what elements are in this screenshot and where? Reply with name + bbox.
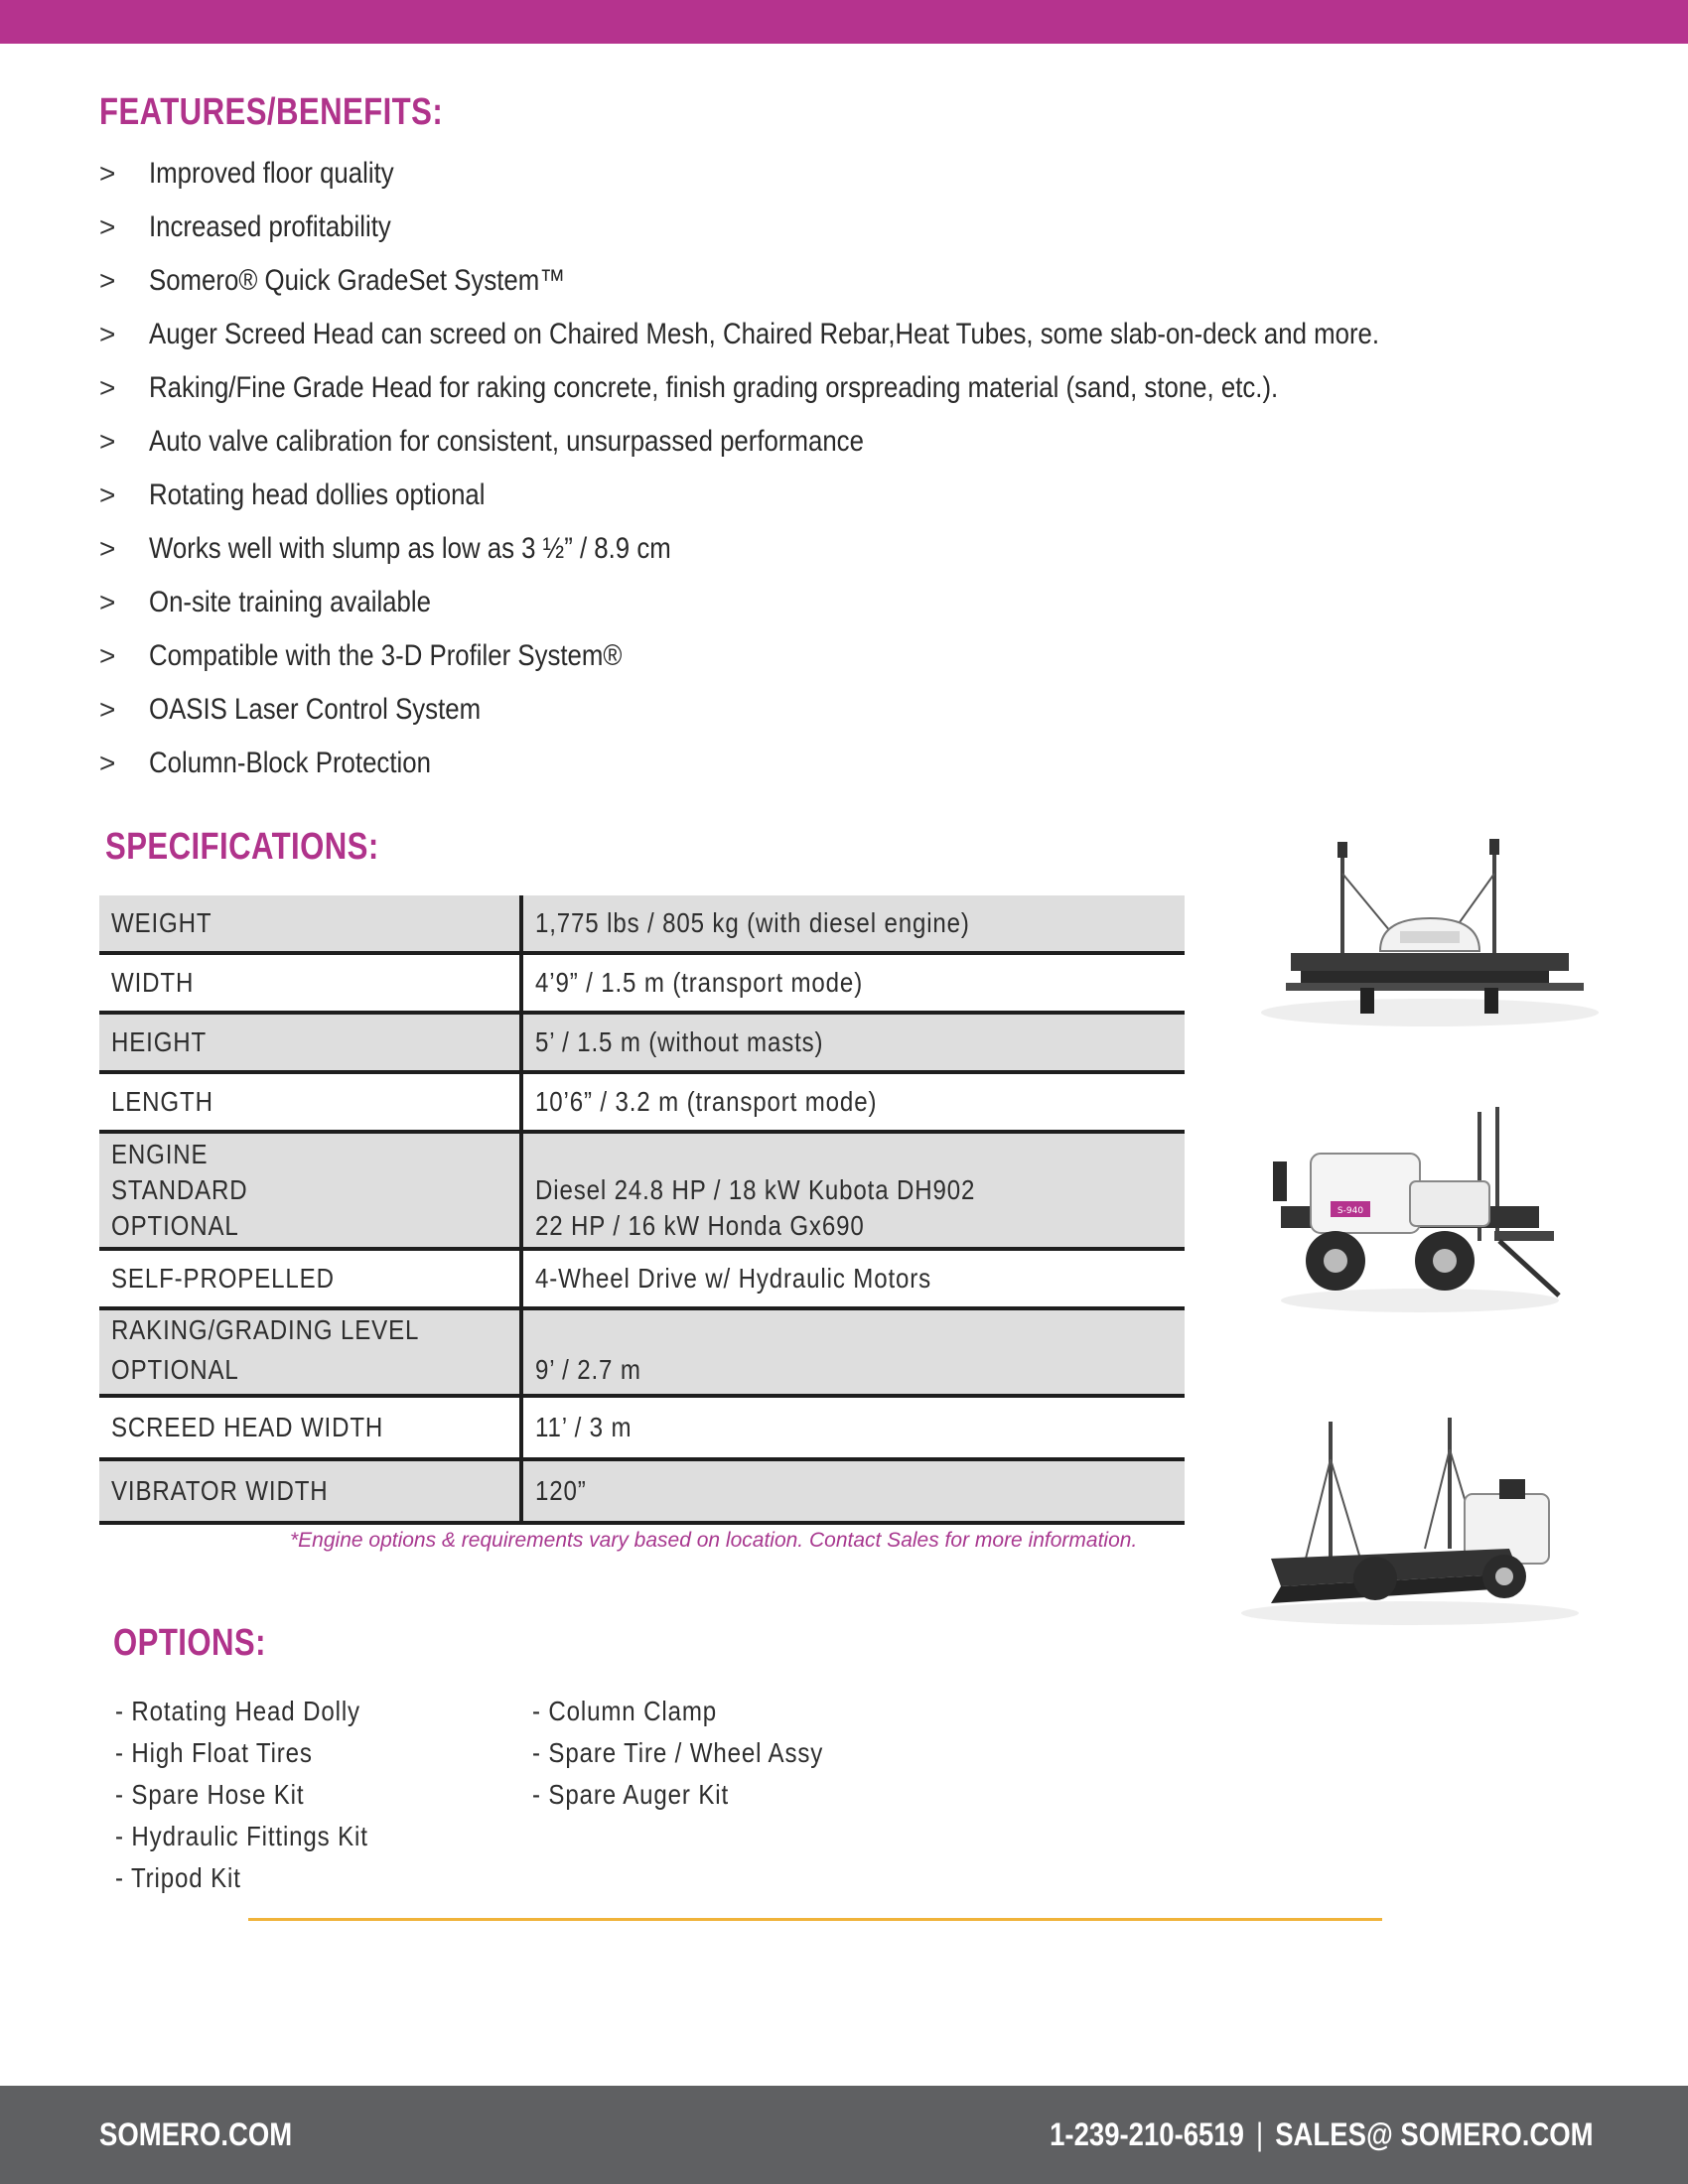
spec-label-line: VIBRATOR WIDTH (111, 1475, 329, 1506)
feature-text: OASIS Laser Control System (149, 693, 482, 726)
footer-website-link[interactable]: SOMERO.COM (99, 2116, 293, 2152)
feature-text: Rotating head dollies optional (149, 478, 486, 511)
footer-email-link[interactable]: SALES@ SOMERO.COM (1275, 2116, 1594, 2152)
spec-value-line: 5’ / 1.5 m (without masts) (535, 1026, 824, 1057)
spec-row (99, 1398, 1185, 1461)
feature-item (99, 522, 1580, 576)
feature-item (99, 469, 1580, 522)
spec-row (99, 1015, 1185, 1074)
spec-value-line: 1,775 lbs / 805 kg (with diesel engine) (535, 907, 970, 938)
features-heading: FEATURES/BENEFITS: (99, 91, 444, 133)
spec-value-line: 120” (535, 1475, 587, 1506)
bullet-chevron-icon: > (99, 372, 116, 403)
machine-badge: S-940 (1336, 1206, 1364, 1216)
footer-phone[interactable]: 1-239-210-6519 (1050, 2116, 1245, 2152)
option-item (115, 1732, 409, 1774)
feature-item (99, 147, 1580, 201)
feature-text: Auger Screed Head can screed on Chaired Mesh, Chaired Rebar,Heat Tubes, some slab-on-deck and more. (149, 318, 1380, 350)
spec-label (99, 1074, 523, 1130)
feature-text: Works well with slump as low as 3 ½” / 8.9 cm (149, 532, 671, 565)
option-text: - Rotating Head Dolly (115, 1696, 360, 1726)
spec-row (99, 1310, 1185, 1398)
spec-value (523, 1251, 1185, 1306)
feature-text: On-site training available (149, 586, 431, 618)
spec-label-line: LENGTH (111, 1086, 213, 1117)
feature-text: Somero® Quick GradeSet System™ (149, 264, 566, 297)
spec-value (523, 1398, 1185, 1457)
spec-value-spacer (535, 1137, 1093, 1172)
spec-label-line: SELF-PROPELLED (111, 1263, 335, 1294)
spec-row (99, 1074, 1185, 1134)
feature-item (99, 576, 1580, 629)
options-list-left (115, 1691, 409, 1899)
spec-row (99, 1134, 1185, 1251)
spec-row (99, 1251, 1185, 1310)
bullet-chevron-icon: > (99, 158, 116, 189)
footer-bar (0, 2086, 1688, 2184)
spec-label (99, 1015, 523, 1070)
option-text: - High Float Tires (115, 1737, 313, 1768)
feature-item (99, 308, 1580, 361)
spec-value-line: 4’9” / 1.5 m (transport mode) (535, 967, 864, 998)
spec-label-line: ENGINE (111, 1139, 209, 1169)
feature-text: Increased profitability (149, 210, 391, 243)
feature-item (99, 361, 1580, 415)
spec-value (523, 895, 1185, 951)
option-text: - Hydraulic Fittings Kit (115, 1821, 368, 1851)
section-divider (248, 1918, 1382, 1921)
bullet-chevron-icon: > (99, 694, 116, 725)
bullet-chevron-icon: > (99, 265, 116, 296)
option-item (532, 1774, 871, 1816)
feature-item (99, 254, 1580, 308)
spec-label-line: WIDTH (111, 967, 195, 998)
bullet-chevron-icon: > (99, 426, 116, 457)
option-text: - Spare Tire / Wheel Assy (532, 1737, 824, 1768)
specifications-heading: SPECIFICATIONS: (105, 826, 379, 868)
spec-value-line: 22 HP / 16 kW Honda Gx690 (535, 1210, 865, 1241)
top-accent-bar (0, 0, 1688, 44)
spec-value-line: 10’6” / 3.2 m (transport mode) (535, 1086, 878, 1117)
feature-item (99, 415, 1580, 469)
features-list (99, 147, 1580, 790)
spec-label (99, 1461, 523, 1521)
spec-label-line: STANDARD (111, 1174, 248, 1205)
spec-row (99, 955, 1185, 1015)
bullet-chevron-icon: > (99, 748, 116, 778)
spec-value-line: Diesel 24.8 HP / 18 kW Kubota DH902 (535, 1174, 976, 1205)
option-item (532, 1691, 871, 1732)
spec-label (99, 1251, 523, 1306)
option-item (115, 1816, 409, 1857)
engine-footnote: *Engine options & requirements vary based on location. Contact Sales for more information. (290, 1529, 1138, 1552)
feature-text: Auto valve calibration for consistent, unsurpassed performance (149, 425, 864, 458)
spec-label-line: RAKING/GRADING LEVEL (111, 1314, 420, 1345)
spec-row (99, 895, 1185, 955)
spec-value-line: 11’ / 3 m (535, 1412, 633, 1442)
spec-label (99, 1310, 523, 1394)
bullet-chevron-icon: > (99, 479, 116, 510)
spec-value-line: 4-Wheel Drive w/ Hydraulic Motors (535, 1263, 932, 1294)
option-item (115, 1691, 409, 1732)
bullet-chevron-icon: > (99, 587, 116, 617)
spec-value (523, 1310, 1185, 1394)
spec-label-line: SCREED HEAD WIDTH (111, 1412, 384, 1442)
feature-text: Column-Block Protection (149, 747, 431, 779)
option-item (532, 1732, 871, 1774)
spec-value (523, 1015, 1185, 1070)
spec-label (99, 955, 523, 1011)
option-text: - Tripod Kit (115, 1862, 241, 1893)
feature-item (99, 683, 1580, 737)
bullet-chevron-icon: > (99, 319, 116, 349)
feature-text: Raking/Fine Grade Head for raking concrete, finish grading orspreading material (sand, stone, etc.). (149, 371, 1279, 404)
bullet-chevron-icon: > (99, 640, 116, 671)
footer-separator: | (1256, 2116, 1264, 2152)
spec-label (99, 1398, 523, 1457)
feature-text: Improved floor quality (149, 157, 394, 190)
option-text: - Spare Hose Kit (115, 1779, 305, 1810)
spec-label-line: OPTIONAL (111, 1210, 239, 1241)
option-text: - Column Clamp (532, 1696, 718, 1726)
feature-text: Compatible with the 3-D Profiler System® (149, 639, 623, 672)
footer-contact (1051, 2086, 1594, 2184)
option-item (115, 1857, 409, 1899)
bullet-chevron-icon: > (99, 211, 116, 242)
spec-label (99, 1134, 523, 1247)
spec-label (99, 895, 523, 951)
screed-machine-front-image (1231, 834, 1628, 1042)
spec-label-line: OPTIONAL (111, 1354, 239, 1385)
spec-value (523, 1074, 1185, 1130)
feature-item (99, 201, 1580, 254)
screed-machine-rear-image (1211, 1410, 1609, 1638)
bullet-chevron-icon: > (99, 533, 116, 564)
spec-value (523, 1461, 1185, 1521)
option-item (115, 1774, 409, 1816)
options-list-right (532, 1691, 871, 1816)
feature-item (99, 629, 1580, 683)
spec-value-line: 9’ / 2.7 m (535, 1354, 641, 1385)
screed-machine-side-image (1261, 1102, 1579, 1320)
spec-value (523, 1134, 1185, 1247)
option-text: - Spare Auger Kit (532, 1779, 730, 1810)
options-heading: OPTIONS: (113, 1622, 266, 1664)
specifications-table (99, 895, 1185, 1525)
spec-label-line: WEIGHT (111, 907, 212, 938)
spec-label-line: HEIGHT (111, 1026, 208, 1057)
feature-item (99, 737, 1580, 790)
spec-value (523, 955, 1185, 1011)
spec-row (99, 1461, 1185, 1525)
